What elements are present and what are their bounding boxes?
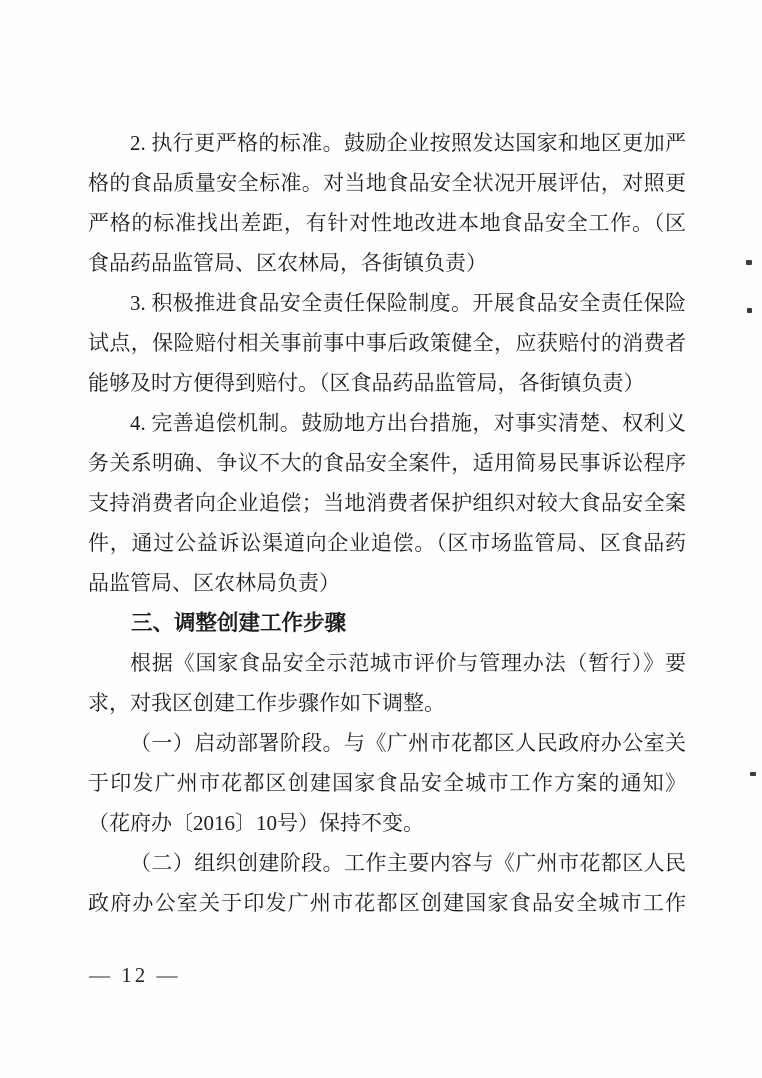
scan-speck (747, 308, 752, 313)
paragraph-stricter-standards: 2. 执行更严格的标准。鼓励企业按照发达国家和地区更加严格的食品质量安全标准。对当地食品安全状况开展评估，对照更严格的标准找出差距，有针对性地改进本地食品安全工作。（区食品药品监管局、区农林局，各街镇负责） (88, 131, 686, 275)
paragraph-compensation-mechanism: 4. 完善追偿机制。鼓励地方出台措施，对事实清楚、权利义务关系明确、争议不大的食品安全案件，适用简易民事诉讼程序支持消费者向企业追偿；当地消费者保护组织对较大食品安全案件，通过公益诉讼渠道向企业追偿。（区市场监管局、区食品药品监管局、区农林局负责） (88, 411, 686, 595)
paragraph-stage-two-organize: （二）组织创建阶段。工作主要内容与《广州市花都区人民政府办公室关于印发广州市花都区创建国家食品安全城市工作 (88, 851, 686, 915)
paragraph-basis-of-adjustment: 根据《国家食品安全示范城市评价与管理办法（暂行）》要求，对我区创建工作步骤作如下调整。 (88, 651, 686, 715)
document-body (88, 123, 686, 923)
page-number: — 12 — (89, 963, 181, 987)
paragraph-liability-insurance: 3. 积极推进食品安全责任保险制度。开展食品安全责任保险试点，保险赔付相关事前事中事后政策健全，应获赔付的消费者能够及时方便得到赔付。（区食品药品监管局，各街镇负责） (88, 291, 686, 395)
paragraph-stage-one-launch: （一）启动部署阶段。与《广州市花都区人民政府办公室关于印发广州市花都区创建国家食品安全城市工作方案的通知》（花府办〔2016〕10号）保持不变。 (88, 731, 686, 835)
scan-speck (750, 772, 756, 776)
scan-speck (746, 260, 752, 265)
section-heading-adjust-work-steps: 三、调整创建工作步骤 (131, 611, 347, 635)
